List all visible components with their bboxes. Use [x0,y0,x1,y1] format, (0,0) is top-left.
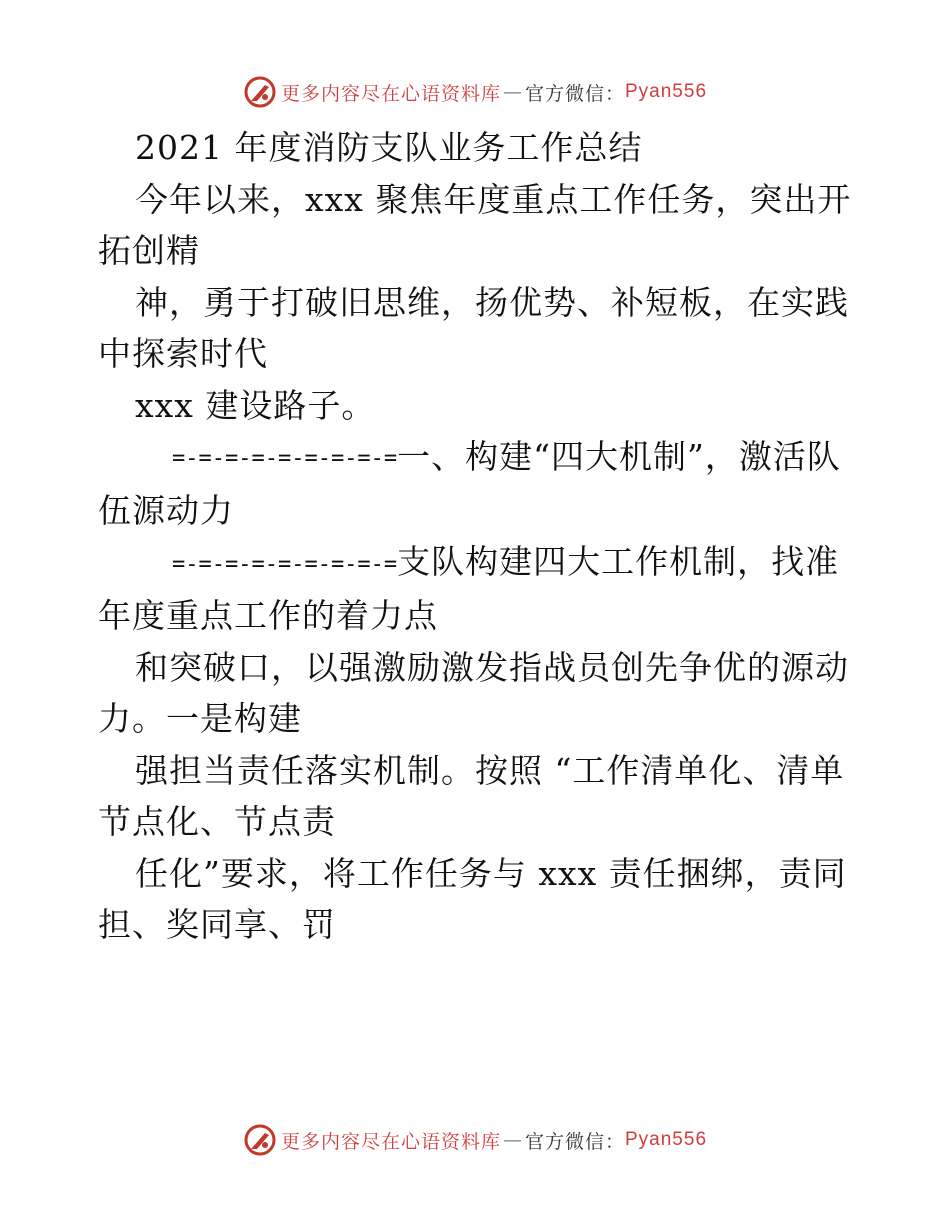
watermark-separator: — [502,1129,523,1151]
watermark-wechat-label: 官方微信： [524,1130,625,1153]
document-title: 2021 年度消防支队业务工作总结 [135,128,643,167]
section-heading-text: 一、构建“四大机制”，激活队伍源动力 [98,437,841,530]
paragraph: 任化”要求，将工作任务与 xxx 责任捆绑，责同担、奖同享、罚 [98,853,847,944]
paragraph: 和突破口，以强激励激发指战员创先争优的源动力。一是构建 [98,647,849,738]
watermark-wechat-label: 官方微信： [524,82,625,105]
footer-watermark [0,1120,950,1160]
watermark-text: 更多内容尽在心语资料库 [280,82,501,105]
document-body [98,122,858,951]
paragraph-text: 支队构建四大工作机制，找准年度重点工作的着力点 [98,542,840,635]
header-watermark [0,72,950,112]
paragraph: 神，勇于打破旧思维，扬优势、补短板，在实践中探索时代 [98,282,849,373]
dash-leader: =-=-=-=-=-=-=-=-= [172,446,398,472]
paragraph: 强担当责任落实机制。按照 “工作清单化、清单节点化、节点责 [98,750,845,841]
quill-seal-icon [243,75,277,109]
paragraph [98,536,858,641]
watermark-text: 更多内容尽在心语资料库 [280,1130,501,1153]
watermark-wechat-id: Pyan556 [625,81,708,102]
watermark-wechat-id: Pyan556 [625,1129,708,1150]
section-heading [98,431,858,536]
quill-seal-icon [243,1123,277,1157]
paragraph: 今年以来，xxx 聚焦年度重点工作任务，突出开拓创精 [98,179,852,270]
dash-leader: =-=-=-=-=-=-=-=-= [172,551,398,577]
paragraph: xxx 建设路子。 [135,385,376,425]
watermark-separator: — [502,81,523,103]
